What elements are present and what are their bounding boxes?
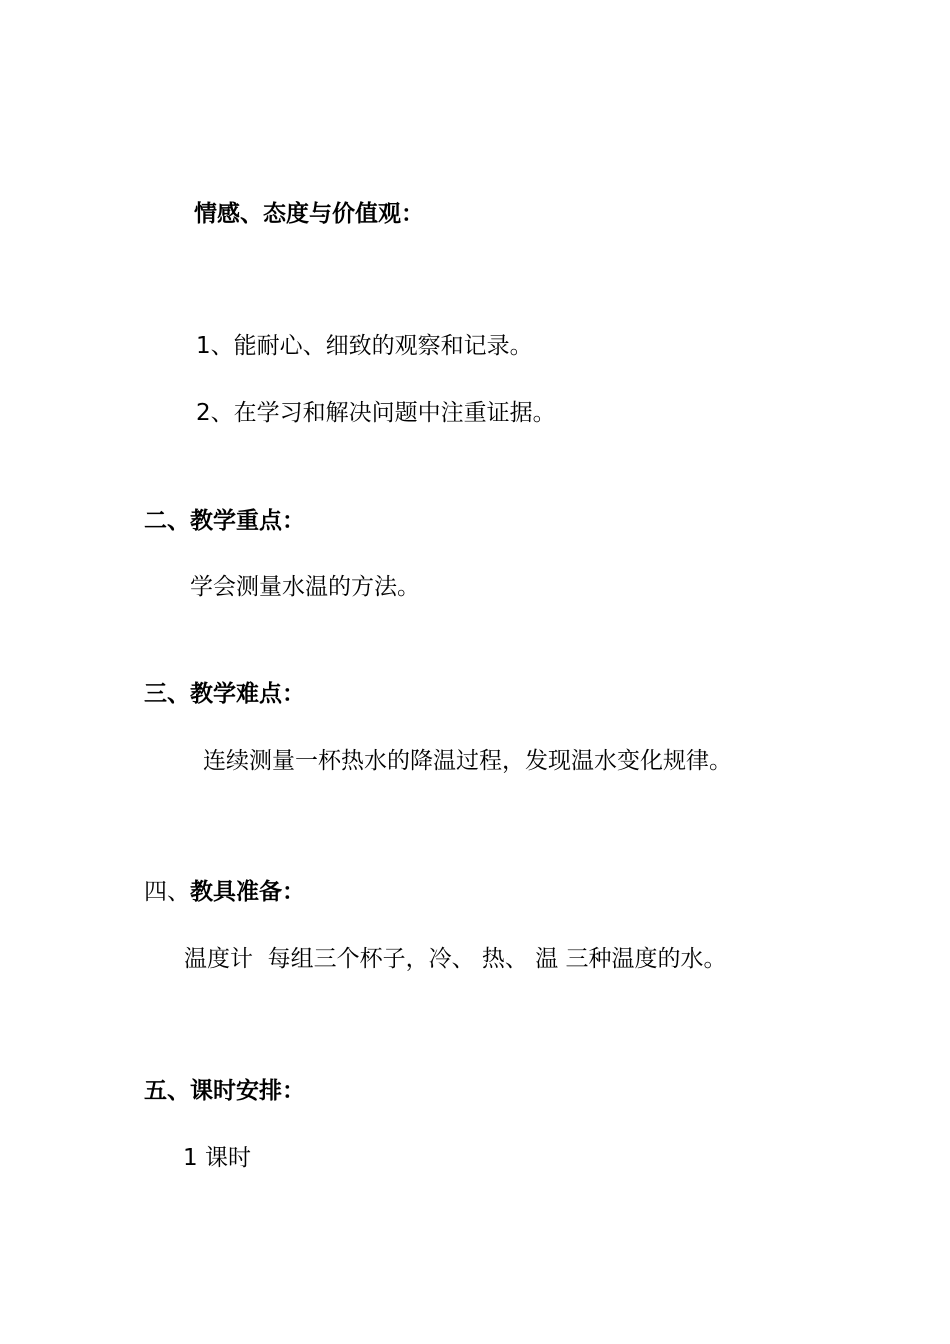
schedule-heading: 五、课时安排：: [144, 1078, 305, 1104]
materials-heading-prefix: 四、: [144, 879, 190, 905]
difficulties-heading: 三、教学难点：: [144, 681, 305, 707]
materials-heading: [144, 877, 305, 907]
attitude-item-2: 2、在学习和解决问题中注重证据。: [196, 400, 556, 426]
schedule-content: 1 课时: [183, 1145, 251, 1171]
materials-heading-text: 教具准备：: [190, 879, 305, 905]
key-points-heading: 二、教学重点：: [144, 508, 305, 534]
attitude-heading: 情感、态度与价值观：: [194, 201, 424, 227]
materials-content: 温度计 每组三个杯子，冷、 热、 温 三种温度的水。: [184, 946, 727, 972]
key-points-content: 学会测量水温的方法。: [190, 574, 420, 600]
attitude-item-1: 1、能耐心、细致的观察和记录。: [196, 333, 533, 359]
difficulties-content: 连续测量一杯热水的降温过程，发现温水变化规律。: [203, 748, 732, 774]
